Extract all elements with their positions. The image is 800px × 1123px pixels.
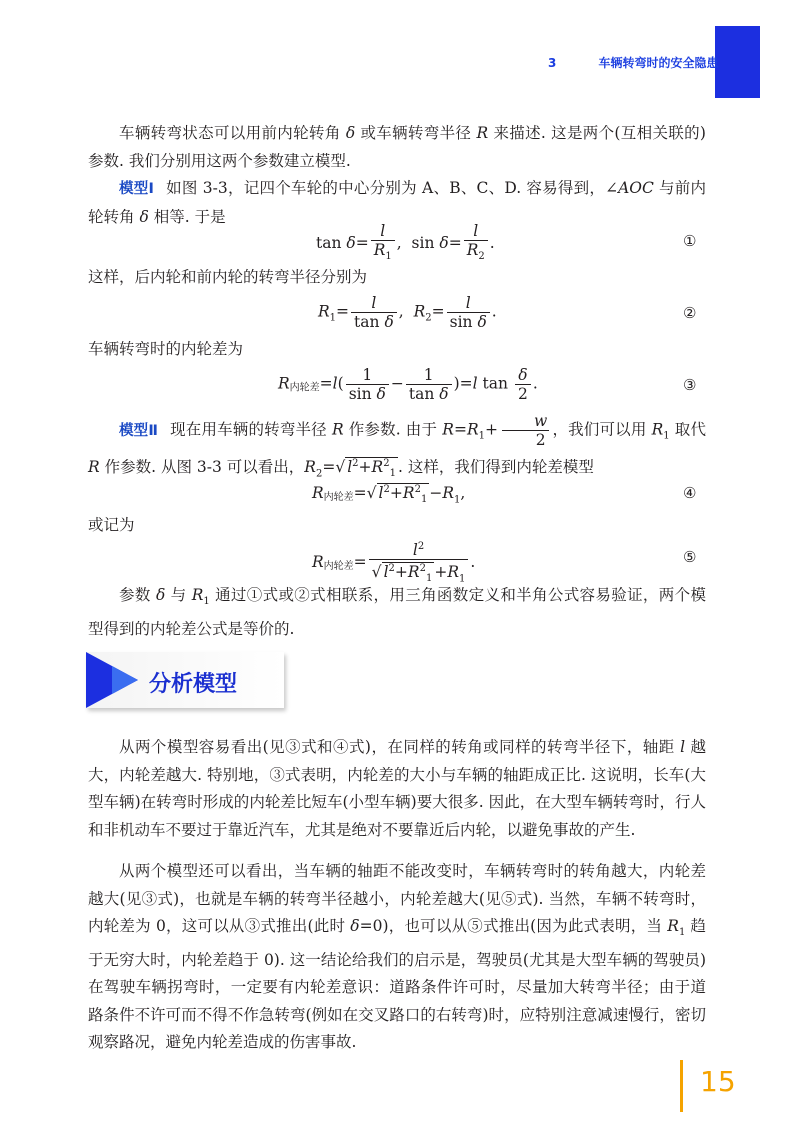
paragraph-analysis-2: 从两个模型还可以看出，当车辆的轴距不能改变时，车辆转弯时的转角越大，内轮差越大(见③式)，也就是车辆的转弯半径越小，内轮差越大(见⑤式). 当然，车辆不转弯时，内轮差为 0，这可以从③式推出(此时 δ=0)，也可以从⑤式推出(因为此式表明，当 $R_1$ 趋于无穷大时，内轮差趋于 0). 这一结论给我们的启示是，驾驶员(尤其是大型车辆的驾驶员)在驾驶车辆拐弯时，一定要有内轮差意识：道路条件许可时，尽量加大转弯半径；由于道路条件不许可而不得不作急转弯(例如在交叉路口的右转弯)时，应特别注意减速慢行，密切观察路况，避免内轮差造成的伤害事故.	[88, 862, 706, 1052]
text: 趋于无穷大时，内轮差趋于 0). 这一结论给我们的启示是，驾驶员(尤其是大型车辆的驾驶员)在驾驶车辆拐弯时，一定要有内轮差意识：道路条件许可时，尽量加大转弯半径；由于道路条件不许可而不得不作急转弯(例如在交叉路口的右转弯)时，应特别注意减速慢行，密切观察路况，避免内轮差造成的伤害事故.	[88, 917, 706, 1052]
equation-number-4: ④	[683, 484, 697, 502]
text: 作参数. 由于	[348, 420, 438, 439]
text: 车辆转弯状态可以用前内轮转角	[119, 124, 341, 142]
page-number: 15	[700, 1065, 736, 1098]
delta-symbol: δ	[345, 124, 356, 142]
text: 从两个模型还可以看出，当车辆的轴距不能改变时，车辆转弯时的转角越大，内轮差越大(见③式)，也就是车辆的转弯半径越小，内轮差越大(见⑤式). 当然，车辆不转弯时，内轮差为 0，这可以从③式推出(此时	[88, 862, 706, 935]
model-1-label: 模型Ⅰ	[119, 181, 155, 197]
text: 与	[170, 586, 187, 604]
equation-number-2: ②	[683, 304, 697, 322]
subscript-offtrack: 内轮差	[289, 382, 320, 394]
paragraph-model-2: 模型Ⅱ 现在用车辆的转弯半径 R 作参数. 由于 $R=R_1+$ $\frac{w}{2}$ ，我们可以用 $R_1$ 取代 R 作参数. 从图 3-3 可以看出，$R_2=√$ $l^2+R^2_1$ . 这样，我们得到内轮差模型	[88, 412, 706, 480]
text: . 这样，我们得到内轮差模型	[397, 458, 594, 477]
text: 如图 3-3，记四个车轮的中心分别为 A、B、C、D. 容易得到，∠	[166, 179, 619, 197]
chapter-number: 3	[548, 56, 557, 70]
subscript-offtrack: 内轮差	[323, 492, 354, 504]
section-arrow-inner-icon	[112, 666, 138, 694]
footer-divider	[680, 1060, 683, 1112]
paragraph-analysis-1	[88, 734, 706, 844]
angle-aoc: AOC	[618, 179, 654, 197]
text: ，我们可以用	[552, 420, 647, 439]
text: =0)，也可以从⑤式推出(因为此式表明，当	[359, 917, 663, 935]
equation-number-5: ⑤	[683, 548, 697, 566]
r-symbol: R	[476, 124, 489, 142]
model-2-label: 模型Ⅱ	[119, 422, 159, 439]
text: 相等. 于是	[153, 207, 226, 226]
header-accent-block	[715, 26, 760, 98]
equation-number-3: ③	[683, 376, 697, 394]
text: 通过①式或②式相联系，用三角函数定义和半角公式容易验证，两个模型得到的内轮差公式是等价的.	[88, 586, 706, 638]
paragraph-or: 或记为	[88, 516, 135, 534]
delta-symbol: δ	[139, 207, 149, 226]
running-header	[548, 54, 719, 71]
section-title: 分析模型	[149, 672, 238, 697]
text: 现在用车辆的转弯半径	[170, 420, 327, 439]
paragraph-offtrack: 车辆转弯时的内轮差为	[88, 340, 244, 358]
subscript-offtrack: 内轮差	[323, 561, 354, 573]
paragraph-equivalence: 参数 δ 与 $R_1$ 通过①式或②式相联系，用三角函数定义和半角公式容易验证，两个模型得到的内轮差公式是等价的.	[88, 586, 706, 638]
text: 与前内轮转角	[88, 179, 706, 226]
text: 来描述. 这是两个(互相关联的)参数. 我们分别用这两个参数建立模型.	[88, 124, 706, 170]
text: 参数	[119, 586, 151, 604]
text: 或车辆转弯半径	[360, 124, 472, 142]
text: 取代	[674, 420, 706, 439]
text: 越大，内轮差越大. 特别地，③式表明，内轮差的大小与车辆的轴距成正比. 这说明，长车(大型车辆)在转弯时形成的内轮差比短车(小型车辆)要大很多. 因此，在大型车辆转弯时，行人和非机动车不要过于靠近汽车，尤其是绝对不要靠近后内轮，以避免事故的产生.	[88, 738, 706, 839]
paragraph-radii: 这样，后内轮和前内轮的转弯半径分别为	[88, 268, 368, 286]
text: 从两个模型容易看出(见③式和④式)，在同样的转角或同样的转弯半径下，轴距	[119, 738, 675, 756]
equation-number-1: ①	[683, 232, 697, 250]
chapter-title: 车辆转弯时的安全隐患	[598, 56, 719, 70]
l-symbol: l	[680, 738, 686, 756]
text: 作参数. 从图 3-3 可以看出，	[104, 458, 305, 477]
paragraph-intro	[88, 120, 706, 175]
